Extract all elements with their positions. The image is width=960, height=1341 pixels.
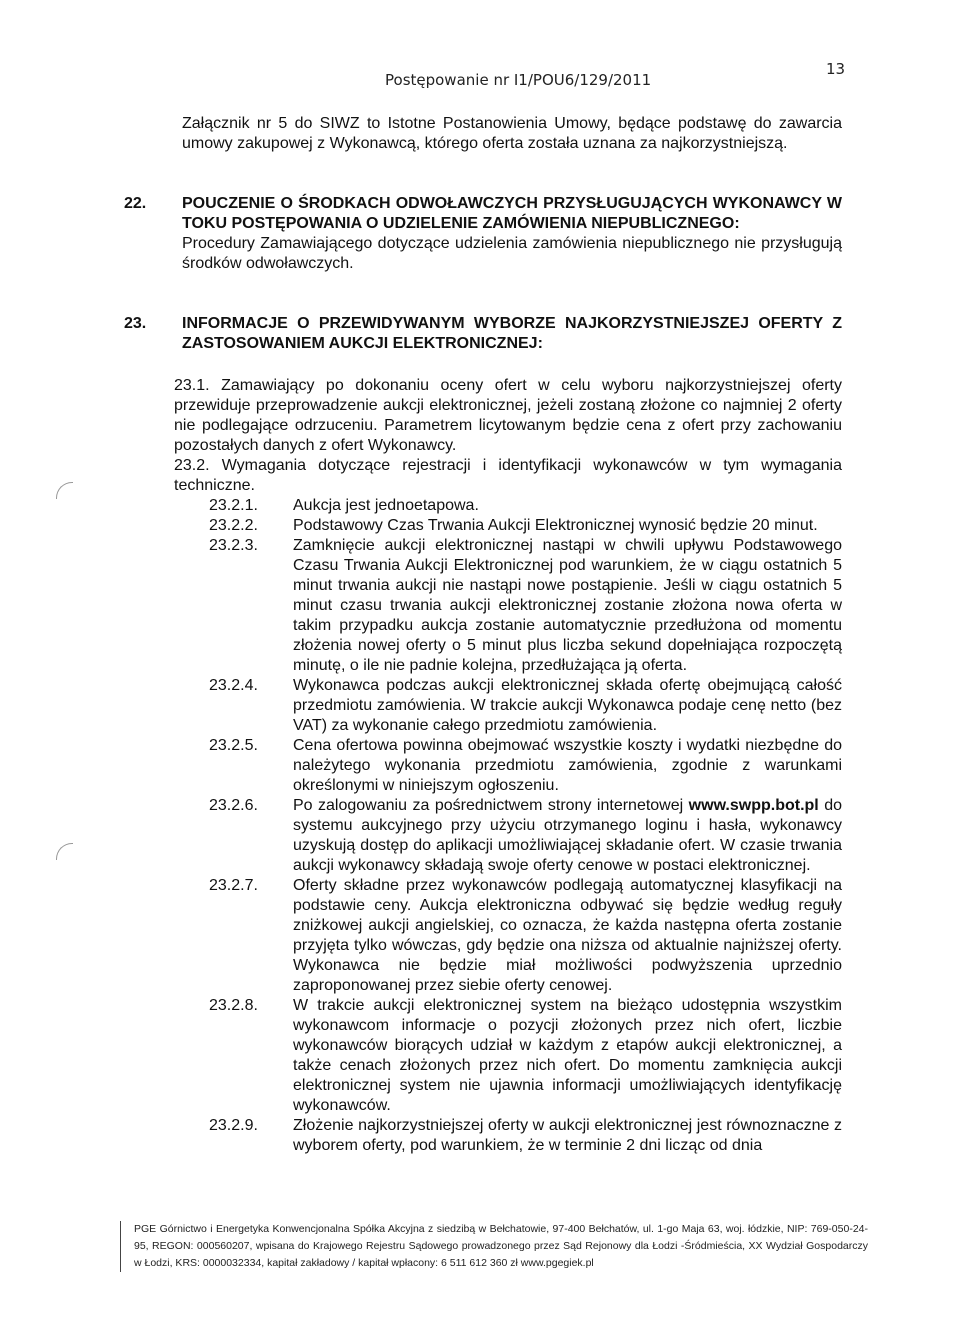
section-22	[124, 194, 842, 274]
subsection-text: Wymagania dotyczące rejestracji i identyfikacji wykonawców w tym wymagania techniczne.	[174, 457, 842, 494]
subsection-23-2	[174, 456, 842, 496]
list-item	[209, 536, 842, 676]
item-number: 23.2.1.	[209, 497, 258, 514]
proceeding-header: Postępowanie nr I1/POU6/129/2011	[385, 71, 652, 89]
list-item	[209, 496, 842, 516]
section-title: POUCZENIE O ŚRODKACH ODWOŁAWCZYCH PRZYSŁUGUJĄCYCH WYKONAWCY W TOKU POSTĘPOWANIA O UDZIELENIE ZAMÓWIENIA NIEPUBLICZNEGO:	[182, 195, 842, 232]
section-number: 22.	[124, 195, 147, 212]
list-item	[209, 876, 842, 996]
list-item	[209, 736, 842, 796]
item-number: 23.2.4.	[209, 677, 258, 694]
punch-hole-mark	[56, 843, 73, 860]
subsection-number: 23.1.	[174, 377, 210, 394]
website-link[interactable]: www.swpp.bot.pl	[688, 797, 819, 814]
item-number: 23.2.6.	[209, 797, 258, 814]
list-item	[209, 996, 842, 1116]
section-title: INFORMACJE O PRZEWIDYWANYM WYBORZE NAJKORZYSTNIEJSZEJ OFERTY Z ZASTOSOWANIEM AUKCJI ELEKTRONICZNEJ:	[182, 315, 842, 352]
subsection-number: 23.2.	[174, 457, 210, 474]
list-item	[209, 796, 842, 876]
item-number: 23.2.2.	[209, 517, 258, 534]
item-text: Zamknięcie aukcji elektronicznej nastąpi w chwili upływu Podstawowego Czasu Trwania Aukcji Elektronicznej pod warunkiem, że w ciągu ostatnich 5 minut trwania aukcji nie nastąpi nowe postąpienie. Jeśli w ciągu ostatnich 5 minut czasu trwania aukcji elektronicznej zostanie złożona nowa oferta w takim przypadku aukcja zostanie automatycznie przedłużona od momentu złożenia nowej oferty o 5 minut plus liczba sekund dopełniająca rozpoczętą minutę, o ile nie padnie kolejna, przedłużająca ją oferta.	[293, 537, 842, 674]
section-body: Procedury Zamawiającego dotyczące udzielenia zamówienia niepublicznego nie przysługują środków odwoławczych.	[182, 235, 842, 272]
punch-hole-mark	[56, 482, 73, 499]
subsection-23-1	[174, 376, 842, 456]
item-text-before: Po zalogowaniu za pośrednictwem strony internetowej	[293, 797, 689, 814]
item-number: 23.2.7.	[209, 877, 258, 894]
item-text: W trakcie aukcji elektronicznej system na bieżąco udostępnia wszystkim wykonawcom informacje o pozycji złożonych przez nich ofert, liczbie wykonawców biorących udział w każdym z etapów aukcji elektronicznej, a także cenach złożonych przez nich ofert. Do momentu zamknięcia aukcji elektronicznej system nie ujawnia informacji umożliwiających identyfikację wykonawców.	[293, 997, 842, 1114]
item-text: Wykonawca podczas aukcji elektronicznej składa ofertę obejmującą całość przedmiotu zamówienia. W trakcie aukcji Wykonawca podaje cenę netto (bez VAT) za wykonanie całego przedmiotu zamówienia.	[293, 677, 842, 734]
company-footer	[120, 1221, 868, 1272]
list-item	[209, 676, 842, 736]
item-text: Oferty składne przez wykonawców podlegają automatycznej klasyfikacji na podstawie ceny. Aukcja elektroniczna odbywać się będzie według reguły zniżkowej aukcji angielskiej, co oznacza, że każda następna oferta zostanie przyjęta tylko wówczas, gdy będzie ona niższa od aktualnie najniższej oferty. Wykonawca nie będzie miał możliwości podwyższenia uprzednio zaproponowanej przez siebie oferty cenowej.	[293, 877, 842, 994]
list-item	[209, 1116, 842, 1156]
footer-text: PGE Górnictwo i Energetyka Konwencjonalna Spółka Akcyjna z siedzibą w Bełchatowie, 97-400 Bełchatów, ul. 1-go Maja 63, woj. łódzkie, NIP: 769-050-24-95, REGON: 000560207, wpisana do Krajowego Rejestru Sądowego prowadzonego przez Sąd Rejonowy dla Łodzi -Śródmieścia, XX Wydział Gospodarczy w Łodzi, KRS: 0000032334, kapitał zakładowy / kapitał wpłacony: 6 511 612 360 zł www.pgegiek.pl	[134, 1223, 868, 1269]
item-text-after: do systemu aukcyjnego przy użyciu otrzymanego loginu i hasła, wykonawcy uzyskują dostęp do aplikacji umożliwiającej składanie ofert. W czasie trwania aukcji wykonawcy składają swoje oferty cenowe w postaci elektronicznej.	[293, 797, 842, 874]
item-number: 23.2.3.	[209, 537, 258, 554]
list-item	[209, 516, 842, 536]
item-number: 23.2.8.	[209, 997, 258, 1014]
item-text: Podstawowy Czas Trwania Aukcji Elektronicznej wynosić będzie 20 minut.	[293, 517, 818, 534]
section-23	[124, 314, 842, 1156]
item-number: 23.2.9.	[209, 1117, 258, 1134]
item-text: Cena ofertowa powinna obejmować wszystkie koszty i wydatki niezbędne do należytego wykonania przedmiotu zamówienia, zgodnie z warunkami określonymi w niniejszym ogłoszeniu.	[293, 737, 842, 794]
document-body	[124, 114, 842, 1156]
page-number: 13	[826, 60, 846, 78]
intro-paragraph: Załącznik nr 5 do SIWZ to Istotne Postanowienia Umowy, będące podstawę do zawarcia umowy zakupowej z Wykonawcą, którego oferta została uznana za najkorzystniejszą.	[182, 115, 842, 152]
item-text: Aukcja jest jednoetapowa.	[293, 497, 479, 514]
item-number: 23.2.5.	[209, 737, 258, 754]
subsection-text: Zamawiający po dokonaniu oceny ofert w celu wyboru najkorzystniejszej oferty przewiduje przeprowadzenie aukcji elektronicznej, jeżeli zostaną złożone co najmniej 2 oferty nie podlegające odrzuceniu. Parametrem licytowanym będzie cena z ofert przy zachowaniu pozostałych danych z ofert Wykonawcy.	[174, 377, 842, 454]
subsection-23-2-items	[182, 496, 842, 1156]
item-text: Złożenie najkorzystniejszej oferty w aukcji elektronicznej jest równoznaczne z wyborem oferty, pod warunkiem, że w terminie 2 dni licząc od dnia	[293, 1117, 842, 1154]
section-number: 23.	[124, 315, 147, 332]
item-text	[293, 796, 842, 876]
